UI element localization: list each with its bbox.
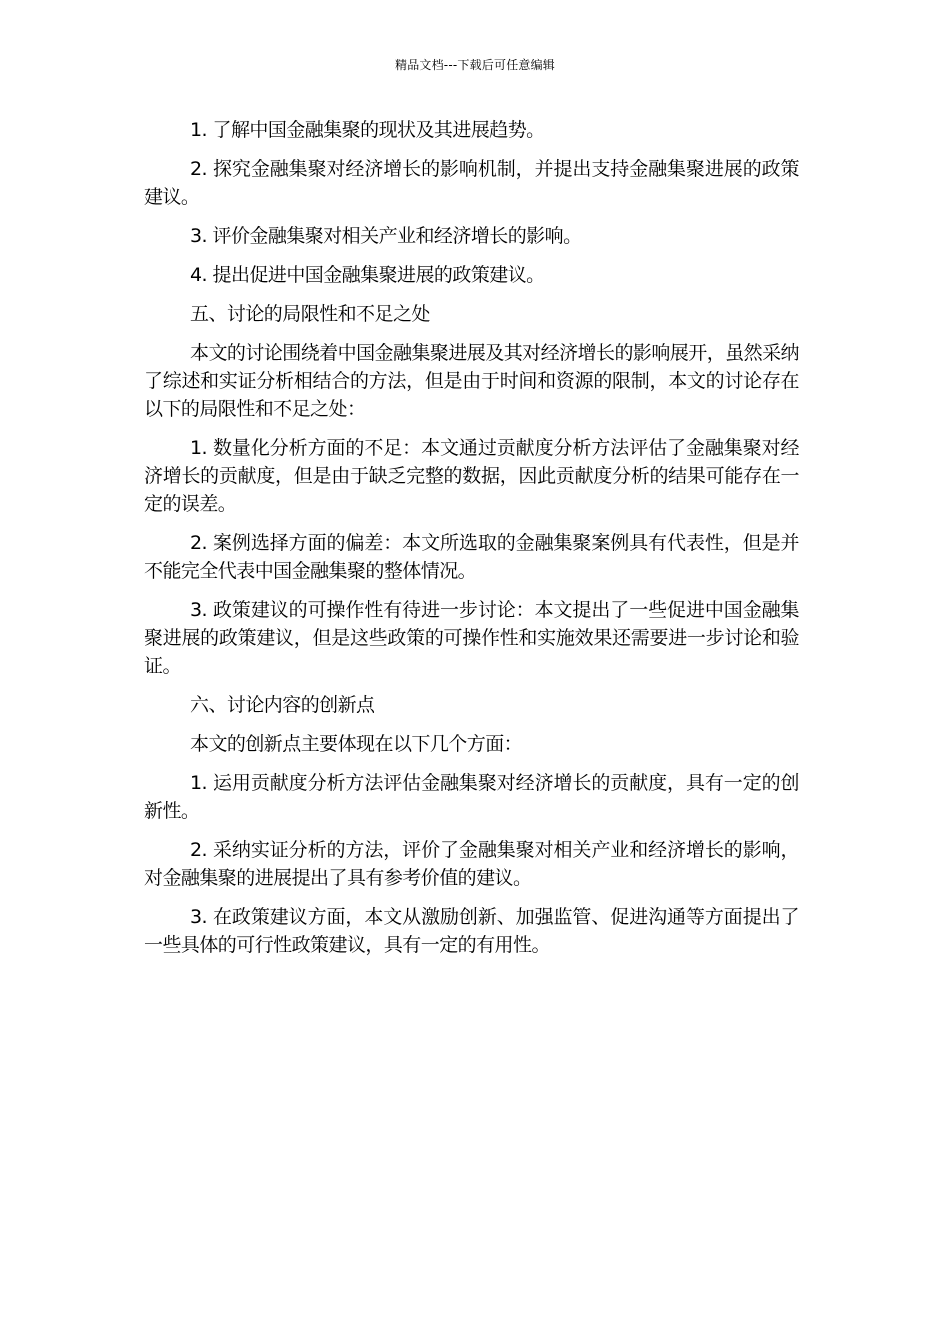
- list-item-limitation-2: 2. 案例选择方面的偏差：本文所选取的金融集聚案例具有代表性，但是并不能完全代表中国金融集聚的整体情况。: [144, 532, 799, 582]
- document-body: [144, 116, 799, 970]
- list-item-limitation-1: 1. 数量化分析方面的不足：本文通过贡献度分析方法评估了金融集聚对经济增长的贡献度，但是由于缺乏完整的数据，因此贡献度分析的结果可能存在一定的误差。: [144, 437, 799, 515]
- section-heading-limitations: 五、讨论的局限性和不足之处: [190, 303, 430, 325]
- innovations-intro-paragraph: 本文的创新点主要体现在以下几个方面：: [190, 733, 523, 755]
- list-item-goal-3: 3. 评价金融集聚对相关产业和经济增长的影响。: [190, 225, 582, 247]
- page-header: 精品文档---下载后可任意编辑: [395, 58, 555, 72]
- limitations-intro-paragraph: 本文的讨论围绕着中国金融集聚进展及其对经济增长的影响展开，虽然采纳了综述和实证分析相结合的方法，但是由于时间和资源的限制，本文的讨论存在以下的局限性和不足之处：: [144, 342, 799, 420]
- list-item-innovation-2: 2. 采纳实证分析的方法，评价了金融集聚对相关产业和经济增长的影响，对金融集聚的进展提出了具有参考价值的建议。: [144, 839, 799, 889]
- list-item-limitation-3: 3. 政策建议的可操作性有待进一步讨论：本文提出了一些促进中国金融集聚进展的政策建议，但是这些政策的可操作性和实施效果还需要进一步讨论和验证。: [144, 599, 799, 677]
- list-item-goal-2: 2. 探究金融集聚对经济增长的影响机制，并提出支持金融集聚进展的政策建议。: [144, 158, 799, 208]
- list-item-innovation-3: 3. 在政策建议方面，本文从激励创新、加强监管、促进沟通等方面提出了一些具体的可行性政策建议，具有一定的有用性。: [144, 906, 799, 956]
- list-item-goal-4: 4. 提出促进中国金融集聚进展的政策建议。: [190, 264, 545, 286]
- list-item-goal-1: 1. 了解中国金融集聚的现状及其进展趋势。: [190, 119, 545, 141]
- section-heading-innovations: 六、讨论内容的创新点: [190, 694, 375, 716]
- list-item-innovation-1: 1. 运用贡献度分析方法评估金融集聚对经济增长的贡献度，具有一定的创新性。: [144, 772, 799, 822]
